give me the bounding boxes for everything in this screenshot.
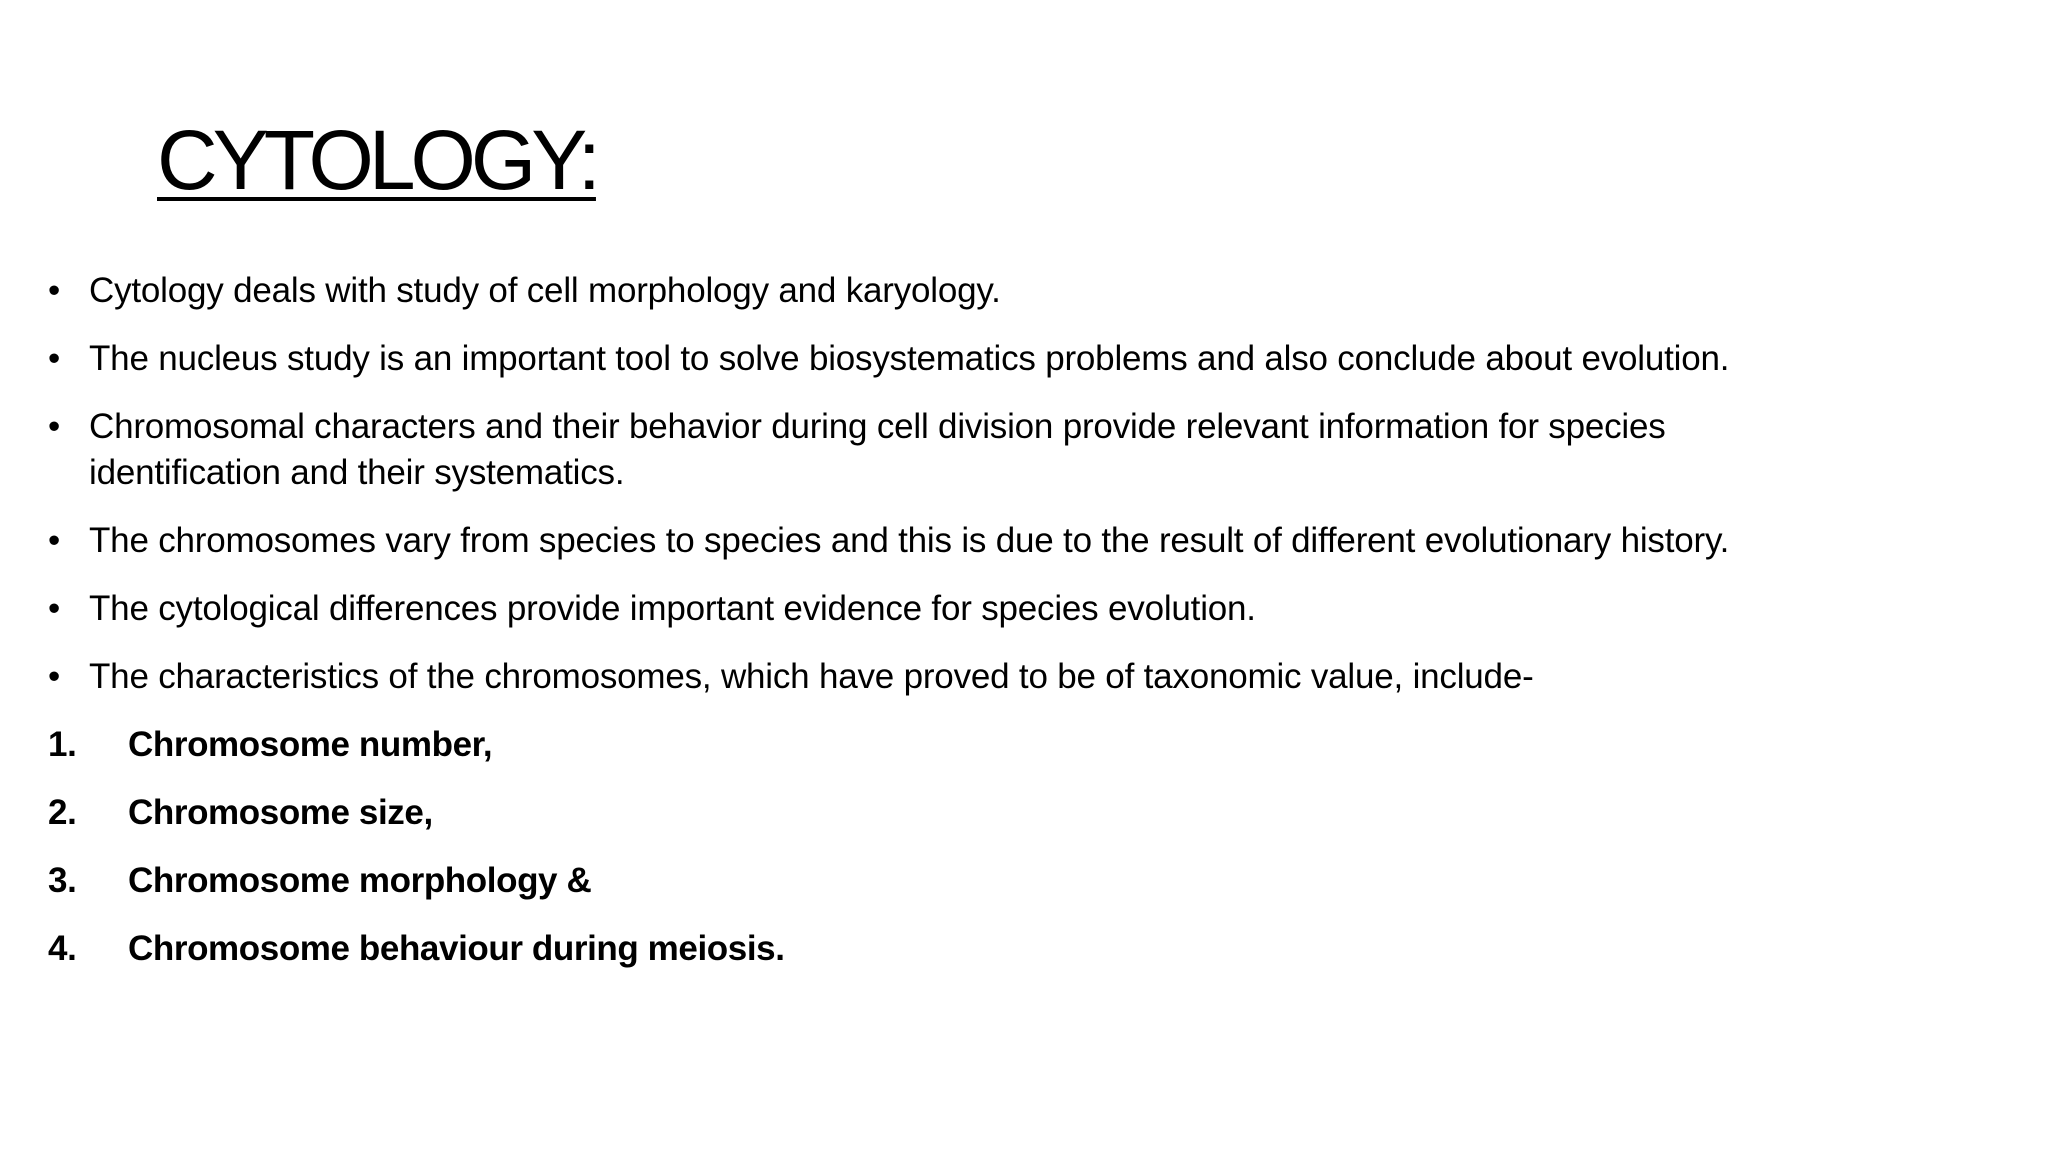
bullet-item: [48, 336, 2008, 382]
bullet-text: Chromosomal characters and their behavior during cell division provide relevant information for species identification and their systematics.: [89, 407, 1666, 492]
numbered-item: [48, 858, 2008, 904]
numbered-list: [48, 722, 2008, 972]
bullet-item: [48, 654, 2008, 700]
numbered-text: Chromosome number,: [128, 725, 493, 764]
numbered-text: Chromosome morphology &: [128, 861, 592, 900]
bullet-item: [48, 268, 2008, 314]
slide-content: [48, 268, 2008, 994]
bullet-text: The characteristics of the chromosomes, which have proved to be of taxonomic value, include-: [89, 657, 1534, 696]
bullet-marker: •: [48, 407, 61, 446]
slide-title: CYTOLOGY:: [157, 113, 596, 207]
bullet-item: [48, 404, 1829, 496]
bullet-text: Cytology deals with study of cell morphology and karyology.: [89, 271, 1001, 310]
bullet-list: [48, 268, 2008, 700]
bullet-item: [48, 518, 2008, 564]
numbered-item: [48, 790, 2008, 836]
item-number: 3.: [48, 861, 77, 900]
numbered-text: Chromosome behaviour during meiosis.: [128, 929, 785, 968]
bullet-text: The chromosomes vary from species to species and this is due to the result of different evolutionary history.: [89, 521, 1730, 560]
bullet-item: [48, 586, 2008, 632]
numbered-item: [48, 722, 2008, 768]
item-number: 4.: [48, 929, 77, 968]
bullet-marker: •: [48, 589, 61, 628]
bullet-text: The cytological differences provide important evidence for species evolution.: [89, 589, 1256, 628]
item-number: 2.: [48, 793, 77, 832]
item-number: 1.: [48, 725, 77, 764]
bullet-marker: •: [48, 339, 61, 378]
bullet-text: The nucleus study is an important tool to solve biosystematics problems and also conclude about evolution.: [89, 339, 1730, 378]
bullet-marker: •: [48, 521, 61, 560]
bullet-marker: •: [48, 271, 61, 310]
numbered-text: Chromosome size,: [128, 793, 433, 832]
numbered-item: [48, 926, 2008, 972]
bullet-marker: •: [48, 657, 61, 696]
